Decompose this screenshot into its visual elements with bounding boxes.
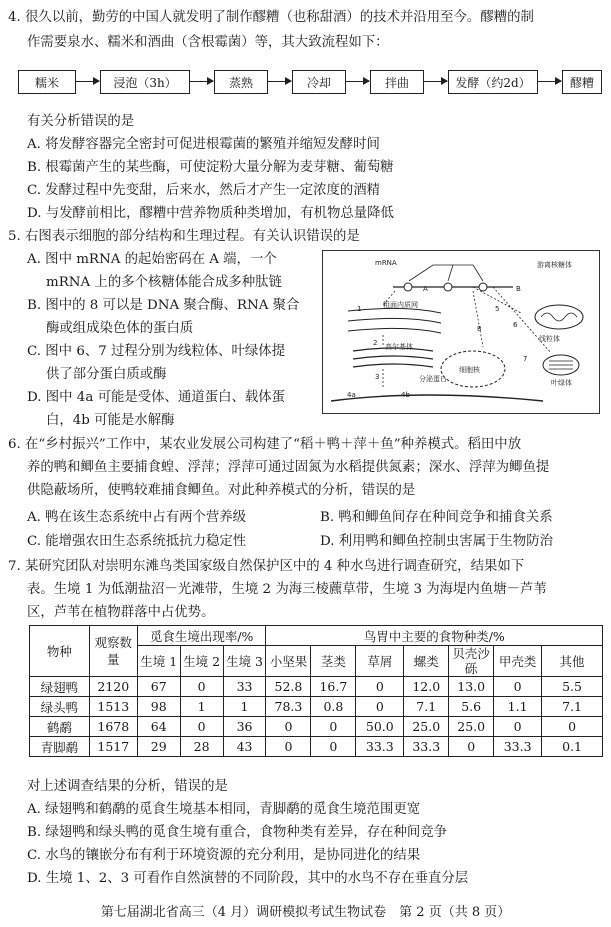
cell-count: 2120 bbox=[89, 677, 137, 697]
cell-species: 青脚鹬 bbox=[30, 737, 90, 757]
q6-option-a: A. 鸭在该生态系统中占有两个营养级 bbox=[27, 510, 247, 525]
cell-species: 绿头鸭 bbox=[30, 697, 90, 717]
cell-habitat-2: 1 bbox=[180, 697, 223, 717]
cell-food: 12.0 bbox=[404, 677, 449, 697]
header-species: 物种 bbox=[30, 626, 90, 677]
q7-stem-line3: 区，芦苇在植物群落中占优势。 bbox=[27, 605, 215, 620]
mitochondrion bbox=[535, 305, 583, 329]
cell-habitat-3: 33 bbox=[223, 677, 266, 697]
cell-food: 33.3 bbox=[404, 737, 449, 757]
cell-food: 5.6 bbox=[449, 697, 494, 717]
header-habitat-3: 生境 3 bbox=[223, 646, 266, 677]
header-food-crustaceans: 甲壳类 bbox=[494, 646, 542, 677]
cell-food: 7.1 bbox=[542, 697, 603, 717]
q4-option-a: A. 将发酵容器完全密封可促进根霉菌的繁殖并缩短发酵时间 bbox=[27, 137, 380, 152]
label-8: 8 bbox=[477, 325, 482, 333]
cell-habitat-2: 0 bbox=[180, 677, 223, 697]
label-5: 5 bbox=[495, 305, 500, 313]
cell-food: 7.1 bbox=[404, 697, 449, 717]
q5-option-c: C. 图中 6、7 过程分别为线粒体、叶绿体提 bbox=[27, 344, 286, 359]
q4-option-b: B. 根霉菌产生的某些酶，可使淀粉大量分解为麦芽糖、葡萄糖 bbox=[27, 160, 394, 175]
table-row bbox=[30, 677, 603, 697]
cell-habitat-3: 43 bbox=[223, 737, 266, 757]
label-nucleus: 细胞核 bbox=[459, 366, 480, 374]
cell-food: 0 bbox=[494, 677, 542, 697]
cell-species: 绿翅鸭 bbox=[30, 677, 90, 697]
q5-option-a: A. 图中 mRNA 的起始密码在 A 端，一个 bbox=[27, 252, 277, 267]
cell-count: 1513 bbox=[89, 697, 137, 717]
cell-food: 52.8 bbox=[266, 677, 311, 697]
cell-food: 0 bbox=[356, 677, 404, 697]
cell-habitat-3: 1 bbox=[223, 697, 266, 717]
cell-food: 5.5 bbox=[542, 677, 603, 697]
label-4a: 4a bbox=[347, 391, 356, 399]
label-4b: 4b bbox=[401, 391, 410, 399]
q7-stem-line1: 7. 某研究团队对崇明东滩鸟类国家级自然保护区中的 4 种水鸟进行调查研究，结果如下 bbox=[8, 559, 525, 574]
table-row bbox=[30, 697, 603, 717]
cell-count: 1678 bbox=[89, 717, 137, 737]
cell-food: 0 bbox=[266, 737, 311, 757]
label-secretion: 分泌蛋白 bbox=[419, 375, 447, 383]
flow-step-5: 拌曲 bbox=[370, 70, 424, 94]
header-habitat-1: 生境 1 bbox=[137, 646, 180, 677]
q4-stem-line1: 4. 很久以前，勤劳的中国人就发明了制作醪糟（也称甜酒）的技术并沿用至今。醪糟的制 bbox=[8, 10, 534, 25]
cell-diagram bbox=[322, 250, 600, 414]
q7-question: 对上述调查结果的分析，错误的是 bbox=[27, 779, 228, 794]
cell-species: 鹤鹬 bbox=[30, 717, 90, 737]
q6-option-c: C. 能增强农田生态系统抵抗力稳定性 bbox=[27, 534, 247, 549]
q4-option-c: C. 发酵过程中先变甜，后来水，然后才产生一定浓度的酒精 bbox=[27, 183, 381, 198]
q5-stem: 5. 右图表示细胞的部分结构和生理过程。有关认识错误的是 bbox=[8, 229, 360, 244]
cell-diagram-svg bbox=[323, 251, 599, 413]
survey-table bbox=[29, 625, 603, 757]
q7-stem-line2: 表。生境 1 为低潮盐沼－光滩带，生境 2 为海三棱藨草带，生境 3 为海堤内鱼塘－芦苇 bbox=[27, 582, 547, 597]
label-6: 6 bbox=[513, 321, 518, 329]
cell-food: 0 bbox=[542, 717, 603, 737]
q5-option-d-cont: 白，4b 可能是水解酶 bbox=[46, 413, 175, 428]
label-free-ribosome: 游离核糖体 bbox=[537, 261, 572, 269]
q4-stem-line2: 作需要泉水、糯米和酒曲（含根霉菌）等，其大致流程如下： bbox=[27, 35, 389, 50]
cell-food: 25.0 bbox=[449, 717, 494, 737]
ribosome bbox=[479, 283, 487, 291]
flow-step-7: 醪糟 bbox=[562, 70, 602, 94]
cell-habitat-1: 67 bbox=[137, 677, 180, 697]
q4-option-d: D. 与发酵前相比，醪糟中营养物质种类增加，有机物总量降低 bbox=[27, 206, 394, 221]
flow-step-3: 蒸熟 bbox=[214, 70, 268, 94]
q7-option-c: C. 水鸟的镶嵌分布有利于环境资源的充分利用，是协同进化的结果 bbox=[27, 848, 421, 863]
label-mitochondrion: 线粒体 bbox=[539, 335, 560, 343]
flow-arrow bbox=[538, 81, 561, 82]
cell-habitat-1: 64 bbox=[137, 717, 180, 737]
header-habitat-2: 生境 2 bbox=[180, 646, 223, 677]
label-mrna: mRNA bbox=[375, 259, 397, 267]
flow-arrow bbox=[76, 81, 99, 82]
flow-arrow bbox=[346, 81, 369, 82]
cell-food: 13.0 bbox=[449, 677, 494, 697]
mrna-pointer-lines bbox=[409, 265, 483, 281]
flow-arrow bbox=[268, 81, 291, 82]
table-row bbox=[30, 737, 603, 757]
q4-question: 有关分析错误的是 bbox=[27, 114, 135, 129]
q5-option-b-cont: 酶或组成染色体的蛋白质 bbox=[46, 321, 194, 336]
cell-food: 33.3 bbox=[494, 737, 542, 757]
label-rough-er: 粗面内质网 bbox=[383, 301, 418, 309]
cell-habitat-2: 0 bbox=[180, 717, 223, 737]
ribosome bbox=[404, 283, 412, 291]
flow-step-6: 发酵（约2d） bbox=[448, 70, 538, 94]
header-food-other: 其他 bbox=[542, 646, 603, 677]
cell-food: 0 bbox=[311, 717, 356, 737]
q7-option-a: A. 绿翅鸭和鹤鹬的觅食生境基本相同，青脚鹬的觅食生境范围更宽 bbox=[27, 802, 421, 817]
q6-option-b: B. 鸭和鲫鱼间存在种间竞争和捕食关系 bbox=[320, 510, 553, 525]
flow-arrow bbox=[424, 81, 447, 82]
cell-food: 0 bbox=[356, 697, 404, 717]
header-habitat: 觅食生境出现率/% bbox=[137, 626, 266, 646]
flow-step-2: 浸泡（3h） bbox=[100, 70, 190, 94]
q6-stem-line3: 供隐蔽场所，使鸭较难捕食鲫鱼。对此种养模式的分析，错误的是 bbox=[27, 483, 416, 498]
cell-food: 0 bbox=[311, 737, 356, 757]
q6-option-d: D. 利用鸭和鲫鱼控制虫害属于生物防治 bbox=[320, 534, 554, 549]
cell-food: 16.7 bbox=[311, 677, 356, 697]
cell-count: 1517 bbox=[89, 737, 137, 757]
header-count: 观察数量 bbox=[89, 626, 137, 677]
header-food-nuts: 小坚果 bbox=[266, 646, 311, 677]
cell-food: 25.0 bbox=[404, 717, 449, 737]
q6-stem-line2: 养的鸭和鲫鱼主要捕食蝗、浮萍；浮萍可通过固氮为水稻提供氮素；深水、浮萍为鲫鱼提 bbox=[27, 460, 550, 475]
q5-option-c-cont: 供了部分蛋白质或酶 bbox=[46, 367, 167, 382]
cell-food: 0 bbox=[266, 717, 311, 737]
rough-er bbox=[348, 308, 441, 333]
label-7: 7 bbox=[523, 355, 528, 363]
label-2: 2 bbox=[373, 339, 378, 347]
cell-food: 50.0 bbox=[356, 717, 404, 737]
q5-option-a-cont: mRNA 上的多个核糖体能合成多种肽链 bbox=[46, 275, 282, 290]
table-row bbox=[30, 717, 603, 737]
cell-habitat-1: 98 bbox=[137, 697, 180, 717]
q6-stem-line1: 6. 在“乡村振兴”工作中，某农业发展公司构建了“稻＋鸭＋萍＋鱼”种养模式。稻田中放 bbox=[8, 437, 522, 452]
flow-arrow bbox=[190, 81, 213, 82]
header-food-stems: 茎类 bbox=[311, 646, 356, 677]
q5-option-d: D. 图中 4a 可能是受体、通道蛋白、载体蛋 bbox=[27, 390, 286, 405]
label-3: 3 bbox=[375, 373, 380, 381]
header-food-shell-gravel: 贝壳沙砾 bbox=[449, 646, 494, 677]
label-b: B bbox=[516, 285, 521, 293]
cell-food: 0.8 bbox=[311, 697, 356, 717]
cell-food: 1.1 bbox=[494, 697, 542, 717]
cell-food: 0.1 bbox=[542, 737, 603, 757]
q5-option-b: B. 图中的 8 可以是 DNA 聚合酶、RNA 聚合 bbox=[27, 298, 300, 313]
cell-food: 0 bbox=[449, 737, 494, 757]
flow-step-1: 糯米 bbox=[18, 70, 76, 94]
q7-option-b: B. 绿翅鸭和绿头鸭的觅食生境有重合，食物种类有差异，存在种间竞争 bbox=[27, 825, 448, 840]
cell-habitat-2: 28 bbox=[180, 737, 223, 757]
header-food: 鸟胃中主要的食物种类/% bbox=[266, 626, 603, 646]
cell-habitat-1: 29 bbox=[137, 737, 180, 757]
q4-flow-diagram bbox=[14, 66, 604, 100]
flow-step-4: 冷却 bbox=[292, 70, 346, 94]
header-food-snails: 螺类 bbox=[404, 646, 449, 677]
header-food-grass: 草屑 bbox=[356, 646, 404, 677]
cell-food: 78.3 bbox=[266, 697, 311, 717]
page-footer: 第七届湖北省高三（4 月）调研模拟考试生物试卷 第 2 页（共 8 页） bbox=[100, 905, 511, 920]
cell-food: 0 bbox=[494, 717, 542, 737]
cell-habitat-3: 36 bbox=[223, 717, 266, 737]
label-1: 1 bbox=[357, 305, 362, 313]
ribosome bbox=[444, 283, 452, 291]
label-chloroplast: 叶绿体 bbox=[551, 379, 572, 387]
cell-food: 33.3 bbox=[356, 737, 404, 757]
label-golgi: 高尔基体 bbox=[385, 343, 413, 351]
plasma-membrane bbox=[331, 395, 543, 401]
label-a: A bbox=[423, 285, 428, 293]
q7-option-d: D. 生境 1、2、3 可看作自然演替的不同阶段，其中的水鸟不存在垂直分层 bbox=[27, 871, 469, 886]
